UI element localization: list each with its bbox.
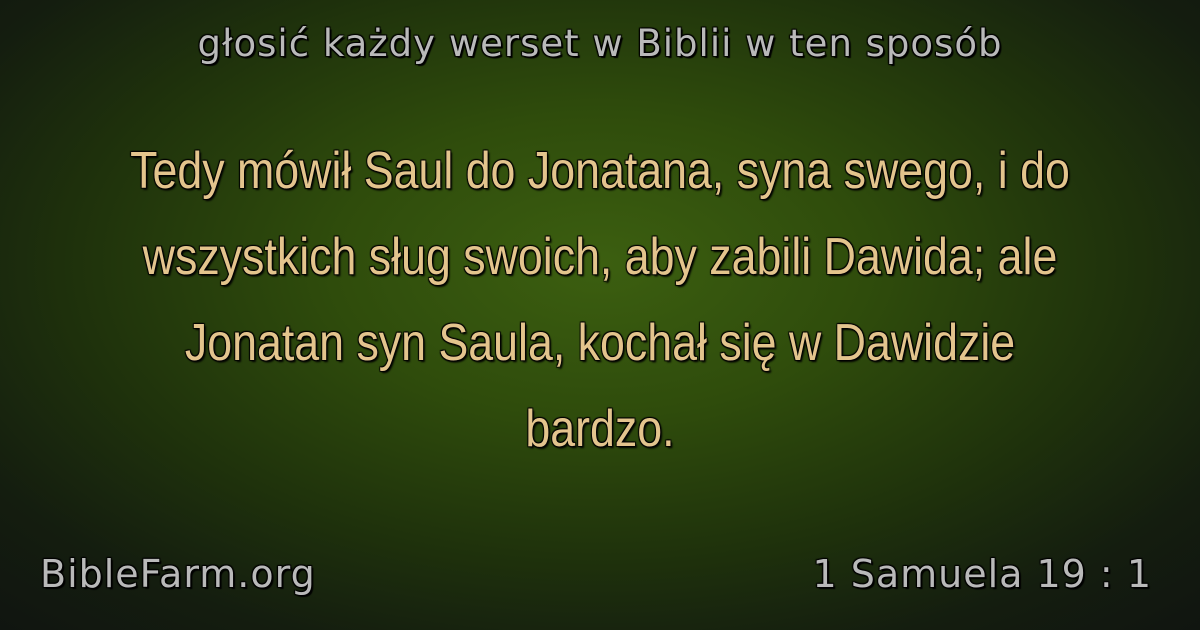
verse-reference: 1 Samuela 19 : 1 [812,552,1152,596]
verse-text: Tedy mówił Saul do Jonatana, syna swego, i do wszystkich sług swoich, aby zabili Dawida; ale Jonatan syn Saula, kochał się w Dawidzie bardzo. [130,142,1070,458]
header-caption: głosić każdy werset w Biblii w ten sposób [197,22,1003,65]
site-name: BibleFarm.org [40,552,316,596]
